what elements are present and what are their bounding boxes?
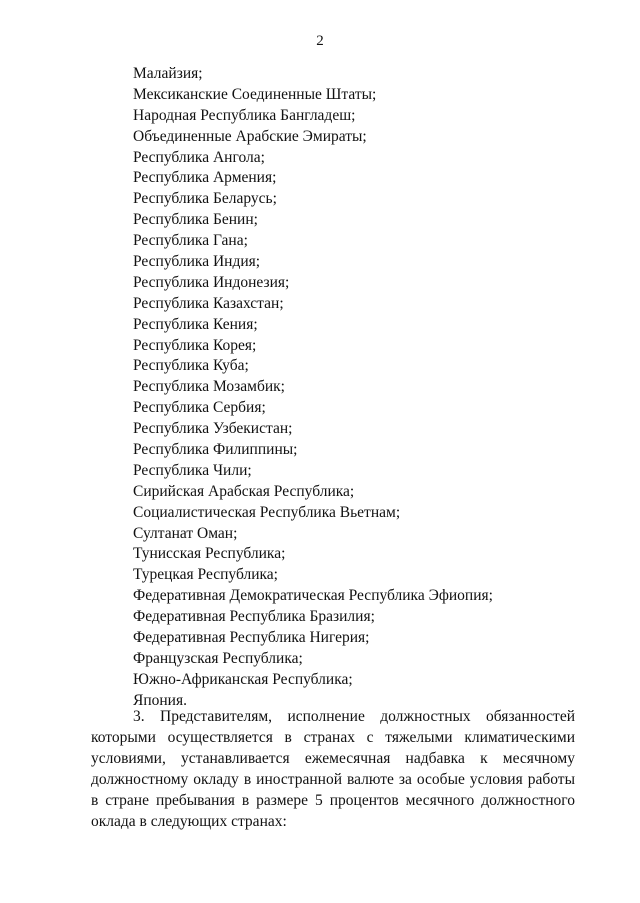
list-item: Республика Корея;	[133, 336, 257, 354]
paragraph-line: условиями, устанавливается ежемесячная надбавка к месячному	[91, 749, 575, 767]
list-item: Тунисская Республика;	[133, 545, 286, 563]
list-item: Федеративная Республика Нигерия;	[133, 629, 370, 647]
list-item: Республика Индия;	[133, 253, 261, 271]
list-item: Объединенные Арабские Эмираты;	[133, 127, 367, 145]
list-item: Республика Чили;	[133, 461, 252, 479]
list-item: Султанат Оман;	[133, 524, 238, 542]
paragraph-line: в стране пребывания в размере 5 процентов месячного должностного	[91, 791, 575, 809]
list-item: Республика Беларусь;	[133, 190, 277, 208]
paragraph-line: оклада в следующих странах:	[91, 812, 287, 830]
list-item: Республика Куба;	[133, 357, 249, 375]
list-item: Республика Бенин;	[133, 211, 258, 229]
list-item: Республика Ангола;	[133, 148, 265, 166]
list-item: Французская Республика;	[133, 649, 303, 667]
paragraph-line: которыми осуществляется в странах с тяжелыми климатическими	[91, 728, 575, 746]
list-item: Мексиканские Соединенные Штаты;	[133, 85, 377, 103]
paragraph-line: 3. Представителям, исполнение должностных обязанностей	[133, 708, 575, 725]
page-number: 2	[316, 33, 324, 49]
list-item: Республика Мозамбик;	[133, 378, 285, 396]
paragraph-3	[91, 707, 575, 832]
list-item: Республика Казахстан;	[133, 294, 284, 312]
list-item: Республика Филиппины;	[133, 441, 298, 459]
list-item: Республика Индонезия;	[133, 273, 290, 291]
list-item: Федеративная Демократическая Республика Эфиопия;	[133, 587, 493, 605]
list-item: Малайзия;	[133, 65, 203, 82]
list-item: Республика Гана;	[133, 232, 248, 250]
list-item: Народная Республика Бангладеш;	[133, 106, 356, 124]
country-list	[133, 64, 493, 712]
list-item: Южно-Африканская Республика;	[133, 670, 353, 688]
list-item: Республика Кения;	[133, 315, 258, 333]
list-item: Федеративная Республика Бразилия;	[133, 608, 375, 626]
list-item: Турецкая Республика;	[133, 566, 278, 584]
list-item: Республика Армения;	[133, 169, 277, 187]
list-item: Япония.	[133, 691, 187, 709]
list-item: Сирийская Арабская Республика;	[133, 482, 355, 500]
list-item: Республика Сербия;	[133, 399, 266, 417]
list-item: Республика Узбекистан;	[133, 420, 293, 438]
list-item: Социалистическая Республика Вьетнам;	[133, 503, 401, 521]
paragraph-line: должностному окладу в иностранной валюте за особые условия работы	[91, 770, 575, 788]
